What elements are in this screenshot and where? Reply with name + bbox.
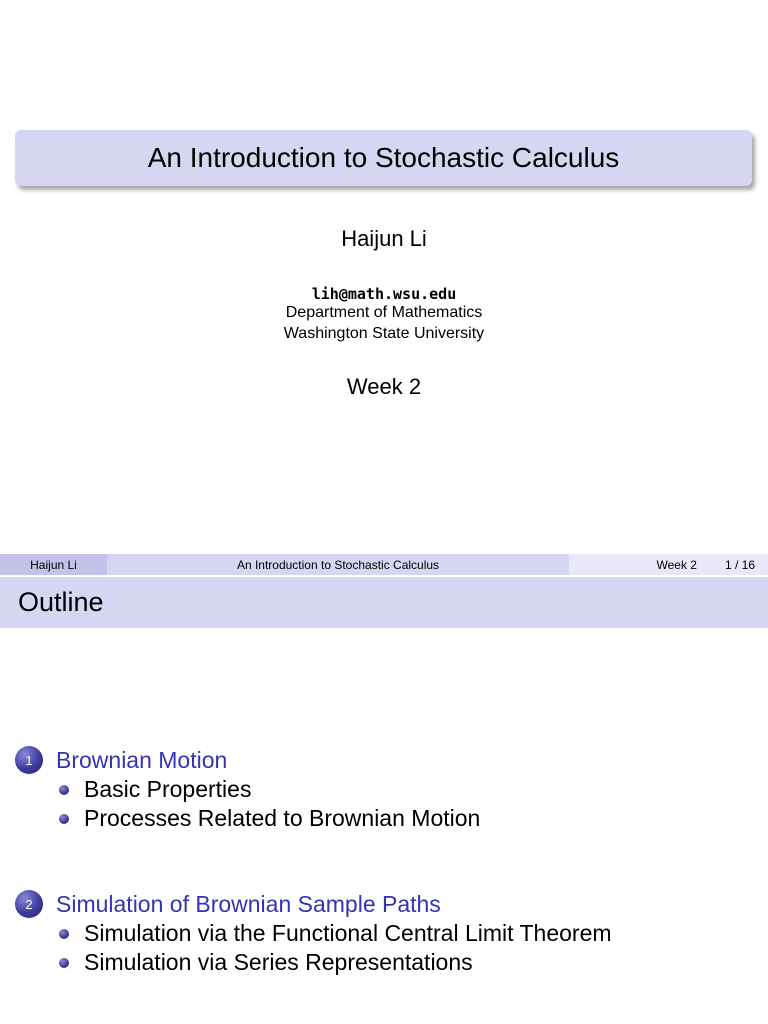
section-heading[interactable]	[15, 889, 755, 919]
footer-bar	[0, 554, 768, 575]
author-email[interactable]: lih@math.wsu.edu	[311, 285, 457, 303]
title-box	[15, 130, 752, 186]
author-department: Department of Mathematics	[285, 304, 483, 321]
presentation-date: Week 2	[346, 374, 422, 399]
subsection-list	[15, 919, 755, 977]
subsection-item[interactable]	[15, 804, 755, 833]
section-link[interactable]: Brownian Motion	[56, 746, 228, 773]
footer-info	[569, 554, 768, 575]
subsection-list	[15, 775, 755, 833]
bullet-icon	[59, 785, 69, 795]
section-number-badge: 1	[15, 746, 43, 774]
outline-header	[0, 577, 768, 628]
footer-author-label: Haijun Li	[30, 557, 77, 572]
subsection-label[interactable]: Basic Properties	[84, 776, 252, 802]
author-university: Washington State University	[283, 325, 485, 342]
subsection-item[interactable]	[15, 948, 755, 977]
section-heading[interactable]	[15, 745, 755, 775]
bullet-icon	[59, 929, 69, 939]
author-name: Haijun Li	[341, 226, 427, 251]
subsection-item[interactable]	[15, 775, 755, 804]
subsection-label[interactable]: Processes Related to Brownian Motion	[84, 805, 481, 831]
subsection-label[interactable]: Simulation via the Functional Central Limit Theorem	[84, 920, 612, 946]
footer-title[interactable]	[107, 554, 569, 575]
subsection-item[interactable]	[15, 919, 755, 948]
footer-date: Week 2	[656, 557, 697, 572]
section-number-badge: 2	[15, 890, 43, 918]
outline-section-1	[15, 745, 755, 833]
footer-page-number: 1 / 16	[724, 557, 755, 572]
outline-title: Outline	[18, 587, 104, 617]
bullet-icon	[59, 814, 69, 824]
footer-author[interactable]	[0, 554, 107, 575]
subsection-label[interactable]: Simulation via Series Representations	[84, 949, 473, 975]
footer-title-label: An Introduction to Stochastic Calculus	[236, 557, 440, 572]
section-link[interactable]: Simulation of Brownian Sample Paths	[56, 890, 441, 917]
outline-section-2	[15, 889, 755, 977]
bullet-icon	[59, 958, 69, 968]
presentation-title: An Introduction to Stochastic Calculus	[147, 142, 620, 173]
